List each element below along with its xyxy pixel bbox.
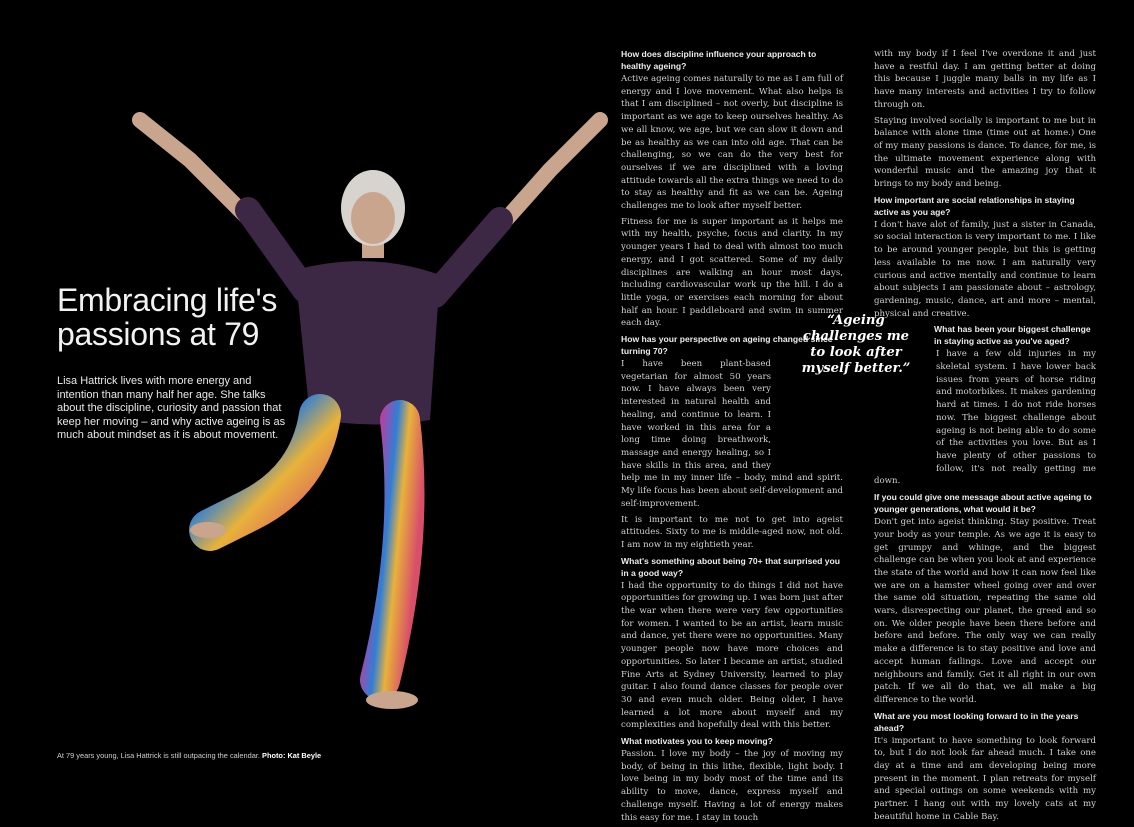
question-heading: If you could give one message about active ageing to younger generations, what would it be? [874,492,1092,515]
answer-paragraph: Active ageing comes naturally to me as I am full of energy and I love movement. What also helps is that I am disciplined – not overly, but discipline is important as we age to keep ourselves healthy. As we all know, we age, but we can slow it down and be as healthy as we can into old age. That can be challenging, so we can do the very best for ourselves if we are disciplined with a loving attitude towards all the extra things we need to do to stay as healthy and fit as we can be. Ageing challenges me to look after myself better. [621,74,843,212]
answer-paragraph: Passion. I love my body – the joy of moving my body, of being in this lithe, flexible, light body. I love being in my body most of the time and its ability to move, dance, express myself and challenge myself. Having a lot of energy makes this easy for me. I stay in touch [621,749,843,823]
question-heading: What are you most looking forward to in the years ahead? [874,710,1079,733]
caption-text: At 79 years young, Lisa Hattrick is still outpacing the calendar. [57,751,260,760]
answer-paragraph: It's important to have something to look forward to, but I do not look far ahead much. I take one day at a time and am developing being more present in the moment. I plan retreats for myself and special outings on some weekends with my partner. I hang out with my lovely cats at my beautiful home in Cable Bay. [874,735,1096,822]
answer-paragraph: Don't get into ageist thinking. Stay positive. Treat your body as your temple. As we age it is easy to get grumpy and whinge, and the biggest challenge can be when you look at and experience the state of the world and how it can now feel like we are on a hamster wheel going over and over the same old situation, repeating the same old wars, disrespecting our planet, the greed and so on. We older people have been there before and before and before. The only way we can really make a difference is to stay positive and love and accept human failings. Love and accept our neighbours and family. Get it all right in our own patch. If we all do that, we all make a big difference to the world. [874,517,1096,705]
photo-caption [57,751,321,760]
answer-paragraph: Staying involved socially is important to me but in balance with alone time (time out at home.) One of my many passions is dance. To dance, for me, is the ultimate movement experience along with wonderful music and the amazing joy that it brings to my body and being. [874,115,1096,190]
answer-text: I have a few old injuries in my skeletal system. I have lower back issues from years of horse riding and motorbikes. It makes gardening hard at times. I do not ride horses now. The biggest challenge about ageing is not being able to do some of the activities you love. But as I have plenty of other passions to follow, it's not really getting me down. [874,349,1096,487]
question-heading: What's something about being 70+ that surprised you in a good way? [621,555,841,578]
answer-paragraph: It is important to me not to get into ageist attitudes. Sixty to me is middle-aged now, not old. I am now in my eightieth year. [621,514,843,550]
answer-paragraph: I had the opportunity to do things I did not have opportunities for growing up. I was born just after the war when there were very few opportunities for women. I wanted to be an artist, learn music and dance, yet there were no opportunities. Many younger people now have more choices and opportunities. So later I became an artist, studied Fine Arts at Sydney University, learned to play guitar. I also found dance classes for people over 30 and even much older. Being older, I have learned a lot more about myself and my complexities and hopefully deal with this better. [621,580,843,731]
question-heading: How has your perspective on ageing changed since turning 70? [621,334,833,357]
article-column-2 [874,48,1096,827]
question-heading: What motivates you to keep moving? [621,736,773,747]
answer-paragraph [874,348,1096,488]
photo-credit: Photo: Kat Beyle [262,751,322,760]
question-heading: How does discipline influence your approach to healthy ageing? [621,49,817,71]
answer-text: I have been plant-based vegetarian for almost 50 years now. I have always been very interested in natural health and healing, and continue to learn. I have worked in this area for a long time doing breathwork, massage and energy healing, so I have skills in this area, and they help me in my inner life – body, mind and spirit. My life focus has been about self-development and self-improvement. [621,359,843,509]
question-heading: What has been your biggest challenge in staying active as you've aged? [934,324,1091,347]
question-heading: How important are social relationships in staying active as you age? [874,194,1075,217]
article-column-1 [621,48,843,827]
answer-paragraph: I don't have alot of family, just a sister in Canada, so social interaction is very important to me. I like to be around younger people, but this is getting less available to me now. I am naturally very curious and active mentally and continue to learn about subjects I am passionate about – astrology, gardening, music, dance, art and more – mental, physical and creative. [874,219,1096,319]
answer-paragraph [621,358,843,510]
article-intro: Lisa Hattrick lives with more energy and intention than many half her age. She talks about the discipline, curiosity and passion that keep her moving – and why active ageing is as much about mindset as it is about movement. [57,375,286,442]
answer-paragraph: Fitness for me is super important as it helps me with my health, psyche, focus and clarity. In my younger years I had to deal with almost too much energy, and I got scattered. Some of my daily disciplines are walking an hour most days, including cardiovascular work up the hill. I do a little yoga, or exercises each morning for about half an hour. I paddleboard and swim in summer each day. [621,216,843,329]
article-headline: Embracing life's passions at 79 [57,282,278,352]
answer-paragraph: with my body if I feel I've overdone it and just have a restful day. I am getting better at doing this because I juggle many balls in my life as I have many interests and activities I try to follow through on. [874,49,1096,110]
pull-quote: “Ageing challenges me to look after myself better.” [801,313,911,376]
